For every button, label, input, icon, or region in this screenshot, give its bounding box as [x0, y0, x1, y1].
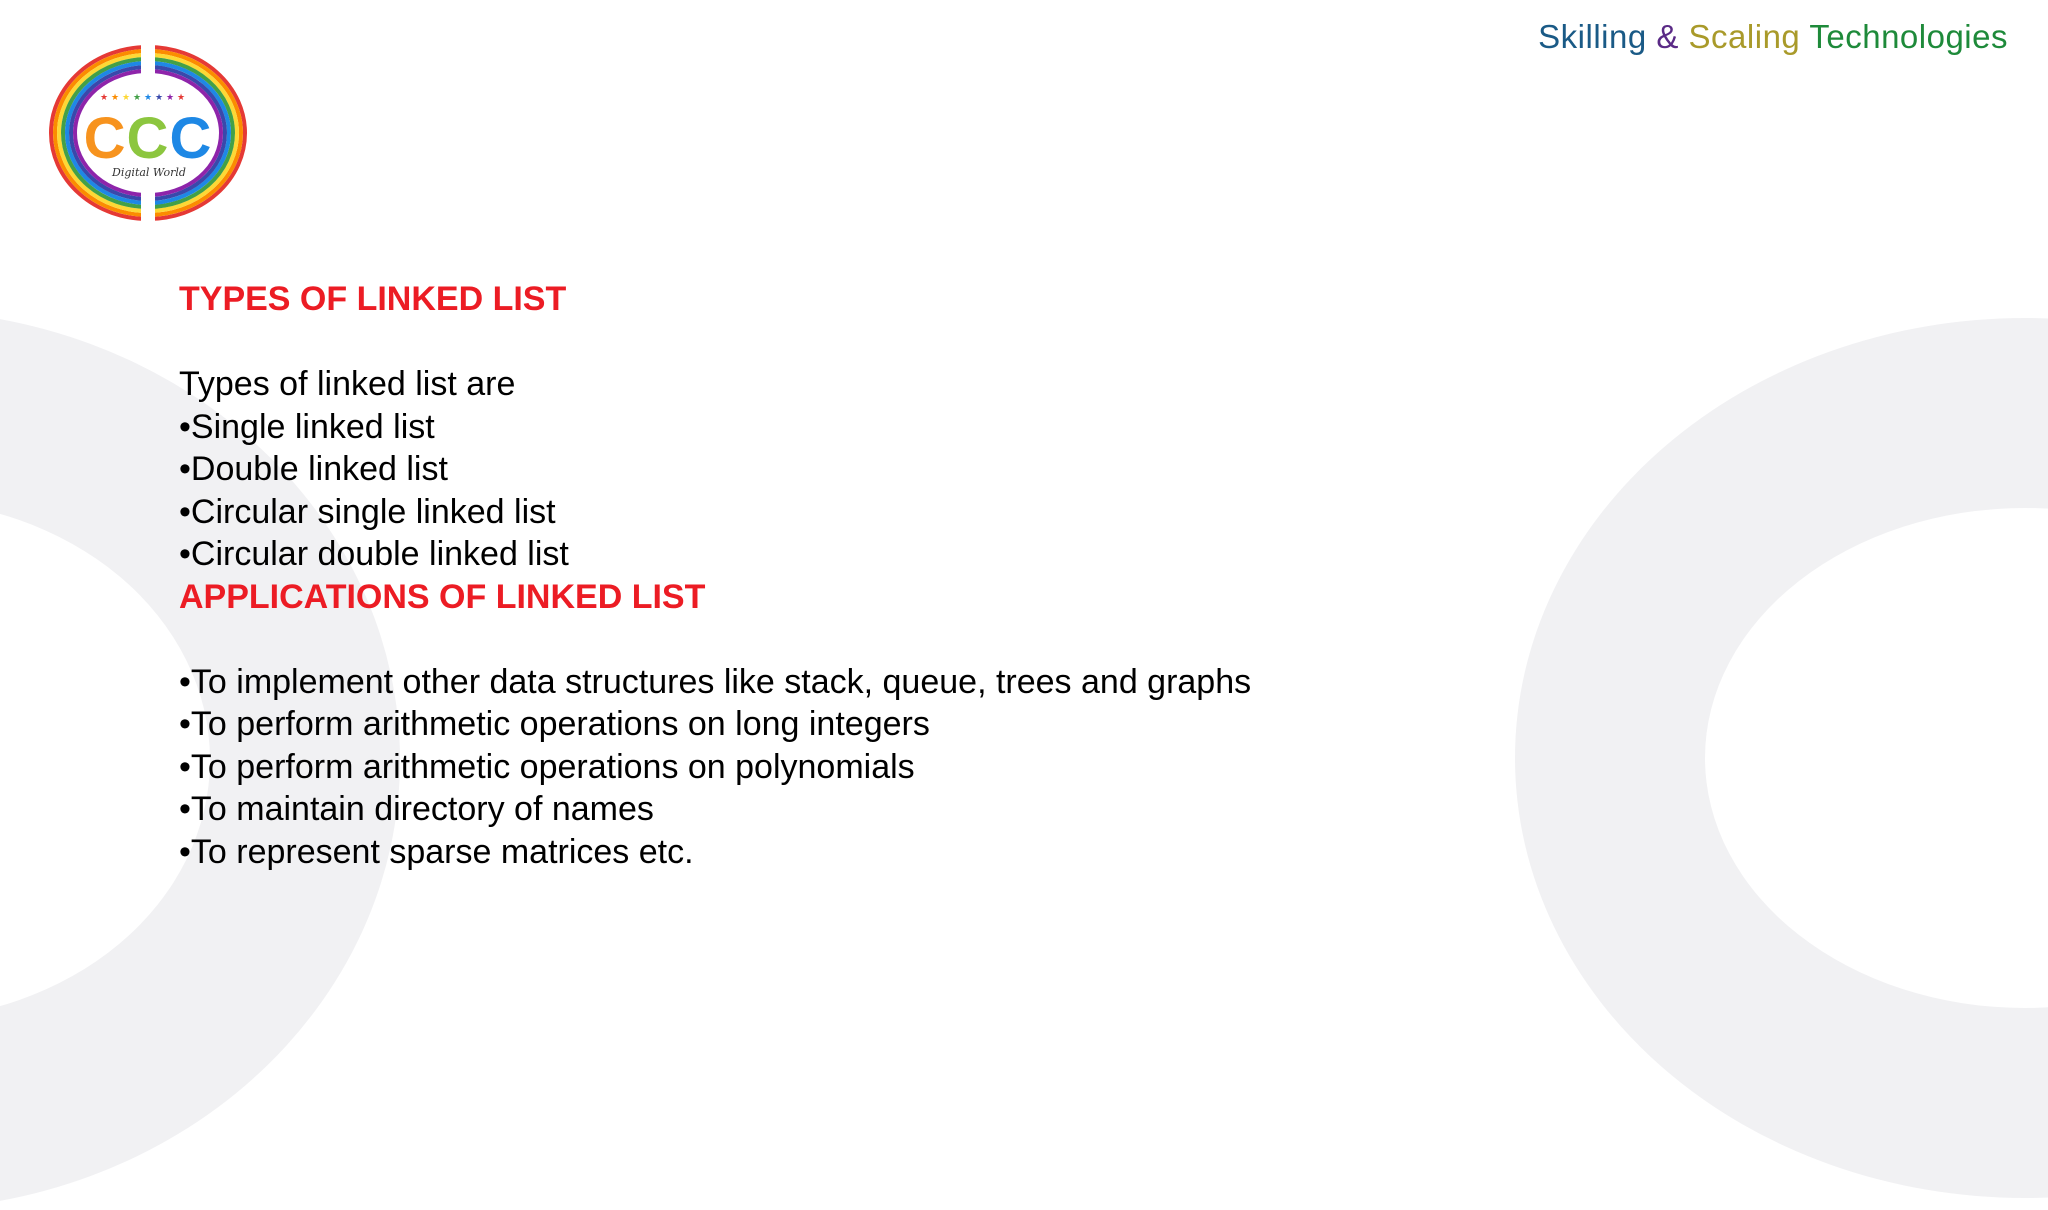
list-item-type: •Single linked list: [179, 407, 435, 446]
svg-text:★: ★: [143, 93, 153, 103]
svg-text:★: ★: [121, 93, 131, 103]
tagline-ampersand: &: [1656, 18, 1679, 55]
list-item-type: •Double linked list: [179, 450, 448, 488]
types-intro: Types of linked list are: [179, 365, 516, 403]
types-heading: TYPES OF LINKED LIST: [179, 280, 567, 318]
spacer: [179, 618, 1779, 661]
list-item-application: •To perform arithmetic operations on long integers: [179, 705, 930, 743]
svg-text:CCC: CCC: [83, 106, 213, 171]
list-item-type: •Circular double linked list: [179, 535, 569, 573]
tagline-scaling: Scaling: [1688, 18, 1801, 55]
list-item-type: •Circular single linked list: [179, 492, 556, 531]
svg-text:★: ★: [132, 93, 142, 103]
tagline-technologies: Technologies: [1809, 18, 2008, 55]
list-item-application: •To maintain directory of names: [179, 790, 654, 828]
tagline-skilling: Skilling: [1538, 18, 1647, 55]
spacer: [179, 321, 1779, 364]
svg-text:★: ★: [165, 93, 175, 103]
ccc-logo: [49, 44, 247, 222]
list-item-application: •To implement other data structures like stack, queue, trees and graphs: [179, 662, 1252, 701]
list-item-application: •To perform arithmetic operations on polynomials: [179, 747, 915, 786]
list-item-application: •To represent sparse matrices etc.: [179, 832, 694, 871]
logo-subtext: Digital World: [112, 166, 186, 179]
applications-heading: APPLICATIONS OF LINKED LIST: [179, 577, 706, 616]
svg-text:★: ★: [176, 93, 186, 103]
slide-content: [179, 278, 1779, 873]
tagline: [1538, 18, 2008, 56]
svg-text:★: ★: [154, 93, 164, 103]
svg-text:★: ★: [110, 93, 120, 103]
svg-text:★: ★: [99, 93, 109, 103]
